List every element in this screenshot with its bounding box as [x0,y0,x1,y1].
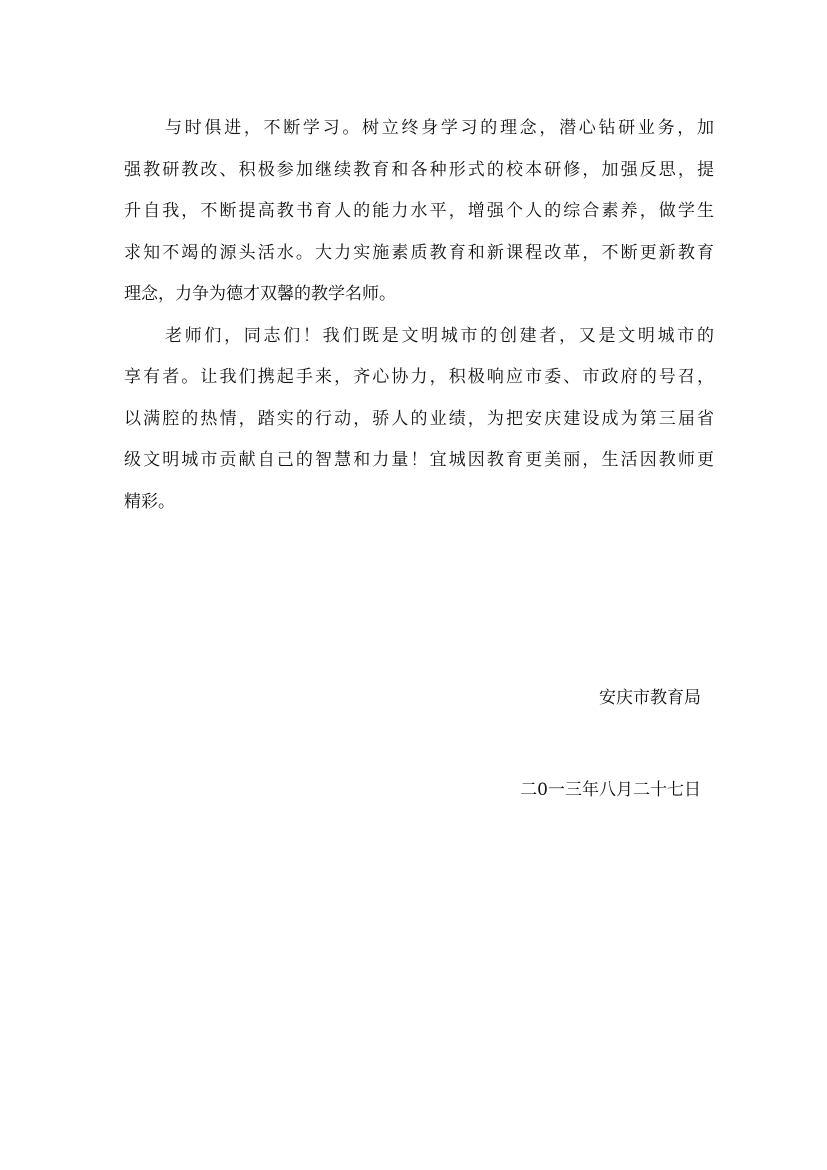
paragraph-line: 以满腔的热情，踏实的行动，骄人的业绩，为把安庆建设成为第三届省 [124,408,714,429]
paragraph-line: 与时俱进，不断学习。树立终身学习的理念，潜心钻研业务，加 [165,118,714,138]
document-body [124,108,714,523]
paragraph-line: 享有者。让我们携起手来，齐心协力，积极响应市委、市政府的号召， [124,367,714,387]
signature-date: 二0一三年八月二十七日 [520,780,701,800]
paragraph-2 [124,316,714,524]
paragraph-line: 精彩。 [124,491,175,512]
paragraph-line: 升自我，不断提高教书育人的能力水平，增强个人的综合素养，做学生 [124,201,714,221]
paragraph-line: 强教研教改、积极参加继续教育和各种形式的校本研修，加强反思，提 [124,159,714,180]
paragraph-line: 老师们，同志们！我们既是文明城市的创建者，又是文明城市的 [165,325,714,346]
signature-organization: 安庆市教育局 [599,688,701,708]
paragraph-line: 理念，力争为德才双馨的教学名师。 [124,284,396,304]
paragraph-line: 求知不竭的源头活水。大力实施素质教育和新课程改革，不断更新教育 [124,242,714,263]
paragraph-line: 级文明城市贡献自己的智慧和力量！宜城因教育更美丽，生活因教师更 [124,450,714,470]
paragraph-1 [124,108,714,316]
